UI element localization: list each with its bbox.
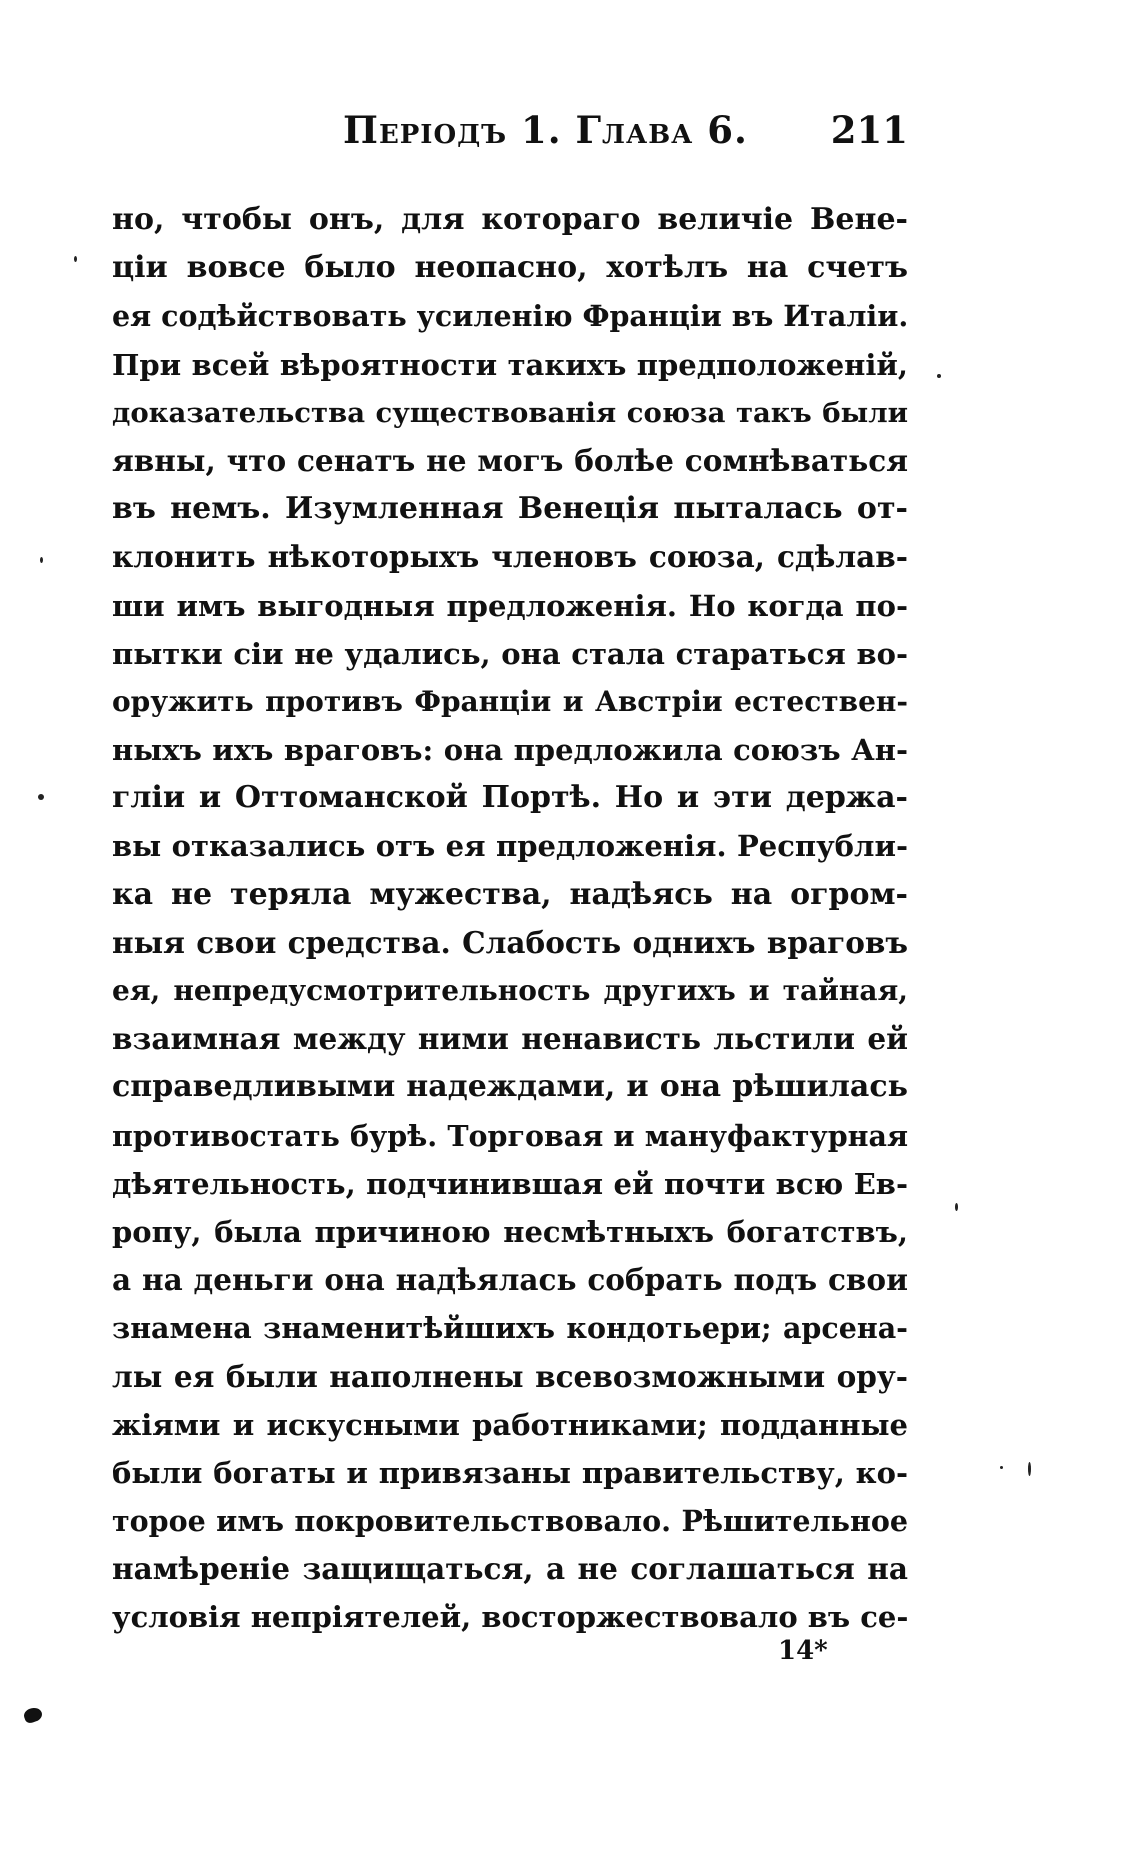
ink-blot [22,1705,44,1724]
text-line: были богаты и привязаны правительству, ко- [112,1455,908,1490]
text-line: ціи вовсе было неопасно, хотѣлъ на счетъ [112,250,908,286]
text-line: ея, непредусмотрительность другихъ и тайная, [112,974,908,1007]
text-line: торое имъ покровительствовало. Рѣшительное [112,1504,908,1539]
text-line: ропу, была причиною несмѣтныхъ богатствъ, [112,1214,908,1249]
text-line: жіями и искусными работниками; подданные [112,1407,908,1442]
text-line: а на деньги она надѣялась собрать подъ свои [112,1262,908,1298]
ink-speck [1028,1462,1031,1476]
chapter-heading: Періодъ 1. Глава 6. [343,108,748,152]
text-line: ныя свои средства. Слабость однихъ враговъ [112,924,908,960]
text-line: справедливыми надеждами, и она рѣшилась [112,1069,908,1105]
text-line: противостать бурѣ. Торговая и мануфактурная [112,1118,908,1153]
text-line: знамена знаменитѣйшихъ кондотьери; арсена- [112,1311,908,1346]
text-line: ныхъ ихъ враговъ: она предложила союзъ Ан- [112,733,908,768]
text-line: При всей вѣроятности такихъ предположеній, [112,347,908,382]
text-line: гліи и Оттоманской Портѣ. Но и эти держа- [112,780,908,816]
body-text [112,196,908,1642]
text-line: взаимная между ними ненависть льстили ей [112,1021,908,1057]
ink-speck [937,374,941,378]
text-line: лы ея были наполнены всевозможными ору- [112,1358,908,1394]
text-line: ка не теряла мужества, надѣясь на огром- [112,876,908,912]
text-line: ши имъ выгодныя предложенія. Но когда по- [112,588,908,623]
text-line: но, чтобы онъ, для котораго величіе Вене- [112,202,908,237]
signature-mark: 14* [778,1636,828,1666]
ink-speck [74,256,77,262]
ink-speck [1000,1466,1003,1469]
running-head [108,108,908,158]
page-number: 211 [830,108,908,152]
text-line: дѣятельность, подчинившая ей почти всю Ев- [112,1166,908,1201]
text-line: пытки сіи не удались, она стала стараться во- [112,636,908,671]
text-line: явны, что сенатъ не могъ болѣе сомнѣваться [112,442,908,478]
ink-speck [40,557,43,563]
text-line: въ немъ. Изумленная Венеція пыталась от- [112,491,908,527]
text-line: вы отказались отъ ея предложенія. Республи- [112,829,908,864]
text-line: клонить нѣкоторыхъ членовъ союза, сдѣлав- [112,539,908,575]
text-line: условія непріятелей, восторжествовало въ се- [112,1600,908,1635]
text-line: намѣреніе защищаться, а не соглашаться на [112,1551,908,1587]
text-line: ея содѣйствовать усиленію Франціи въ Италіи. [112,299,908,334]
ink-speck [38,794,44,800]
text-line: оружить противъ Франціи и Австріи естествен- [112,684,908,718]
ink-speck [955,1203,958,1211]
text-line: доказательства существованія союза такъ были [112,396,908,429]
